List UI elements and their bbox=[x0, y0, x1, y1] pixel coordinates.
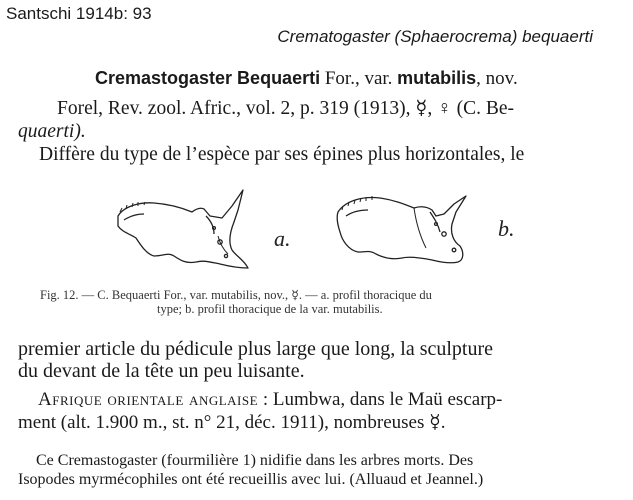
thorax-figure bbox=[110, 176, 530, 281]
thorax-profile-a bbox=[118, 190, 248, 268]
locality-line-1 bbox=[38, 389, 502, 411]
fig-label-a: a. bbox=[274, 226, 291, 251]
footnote-line-2: Isopodes myrmécophiles ont été recueillis avec lui. (Alluaud et Jeannel.) bbox=[18, 471, 484, 488]
header-taxon: Crematogaster (Sphaerocrema) bequaerti bbox=[277, 27, 593, 46]
title-variety: mutabilis bbox=[397, 68, 477, 88]
thorax-profile-b bbox=[337, 196, 466, 263]
text-line-1: Forel, Rev. zool. Afric., vol. 2, p. 319 (1913), ☿, ♀ (C. Be- bbox=[57, 98, 514, 119]
body-line-1: premier article du pédicule plus large que long, la sculpture bbox=[18, 338, 494, 360]
title-name: Cremastogaster Bequaerti bbox=[95, 68, 321, 88]
text-line-2: quaerti). bbox=[18, 121, 86, 142]
title-nov: , nov. bbox=[476, 68, 518, 89]
locality-rest: : Lumbwa, dans le Maü escarp- bbox=[258, 389, 503, 410]
locality-head: Afrique orientale anglaise bbox=[38, 389, 259, 410]
species-title bbox=[95, 67, 518, 90]
footnote-line-1: Ce Cremastogaster (fourmilière 1) nidifie dans les arbres morts. Des bbox=[36, 452, 474, 469]
fig-label-b: b. bbox=[498, 216, 515, 241]
body-line-2: du devant de la tête un peu luisante. bbox=[18, 360, 305, 382]
locality-line-2: ment (alt. 1.900 m., st. n° 21, déc. 1911), nombreuses ☿. bbox=[18, 412, 446, 433]
title-author: For., var. bbox=[320, 68, 398, 89]
text-line-3: Diffère du type de l’espèce par ses épines plus horizontales, le bbox=[39, 144, 525, 165]
figure-caption-1: Fig. 12. — C. Bequaerti For., var. mutabilis, nov., ☿. — a. profil thoracique du bbox=[40, 288, 432, 302]
header-citation: Santschi 1914b: 93 bbox=[6, 4, 152, 23]
figure-caption-2: type; b. profil thoracique de la var. mutabilis. bbox=[157, 302, 383, 316]
